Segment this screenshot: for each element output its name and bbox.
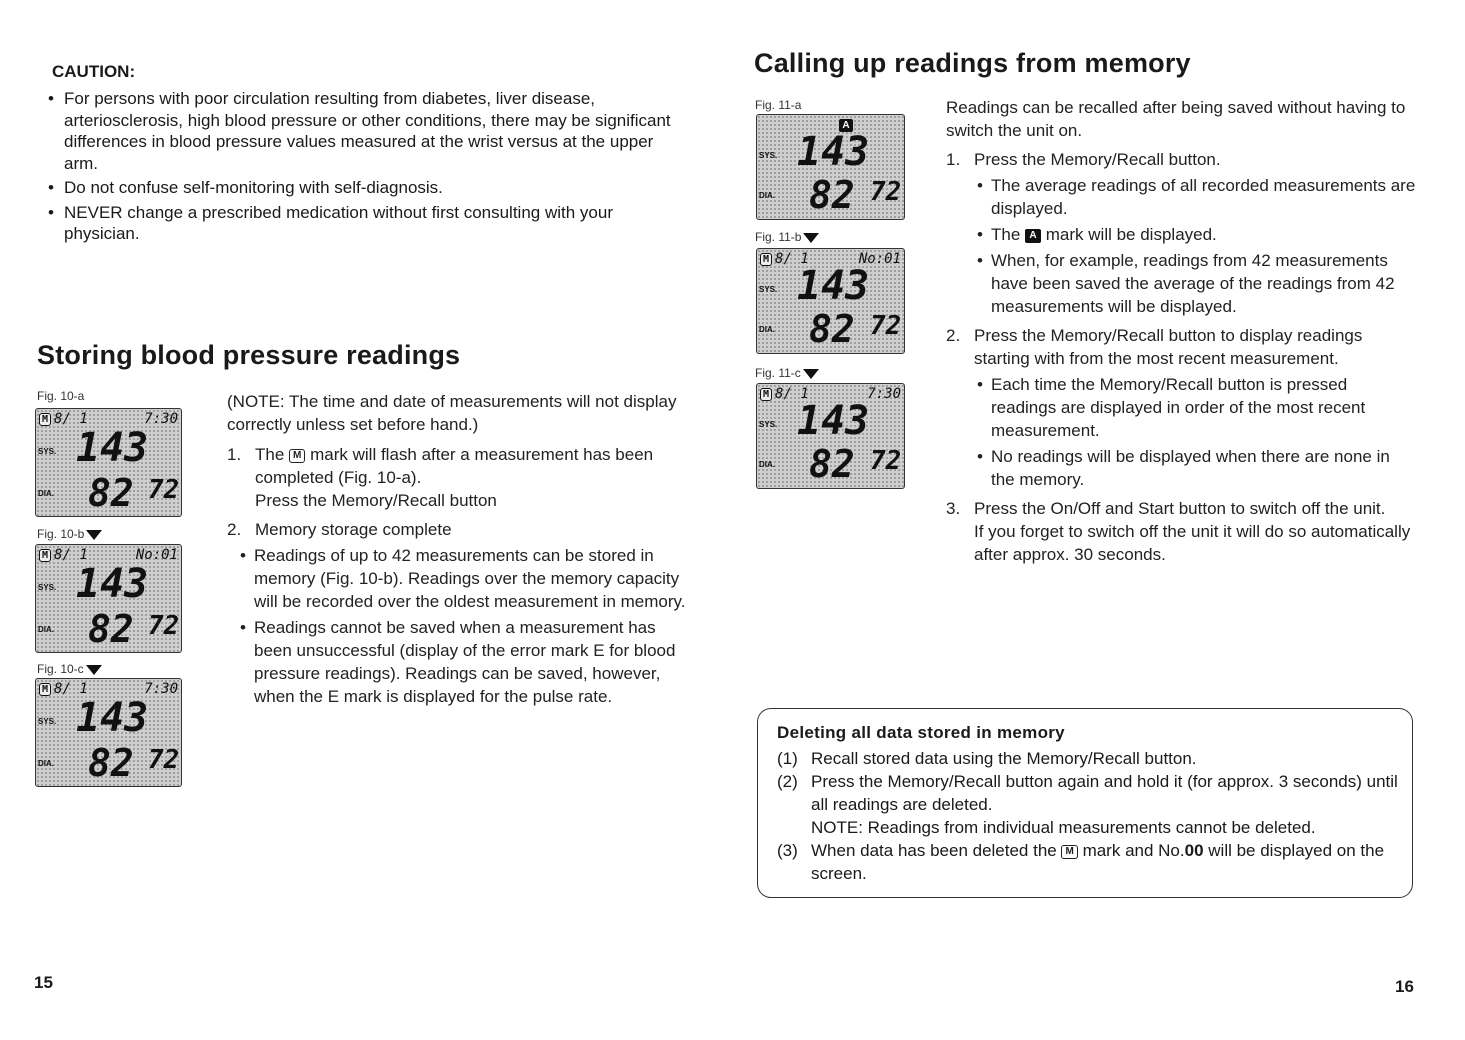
average-mark-icon: A: [1025, 229, 1041, 243]
bullet-item: • Readings of up to 42 measurements can be stored in memory (Fig. 10-b). Readings over the memory capacity will be recorded over the oldest measurement in memory.: [237, 544, 689, 613]
lcd-display: [756, 248, 905, 354]
deleting-title: Deleting all data stored in memory: [777, 723, 1065, 742]
lcd-sys-label: SYS.: [759, 420, 778, 429]
lcd-sys-label: SYS.: [38, 447, 57, 456]
list-item: 1. Press the Memory/Recall button. • The average readings of all recorded measurements are displayed. • The A mark will be displayed. • When, for example, readings from 42 measurements have been saved the average of the readings from 42 measurements will be displayed.: [946, 148, 1416, 318]
fig-label: Fig. 10-b: [37, 527, 102, 541]
lcd-dia-label: DIA.: [38, 759, 54, 768]
lcd-display: [756, 383, 905, 489]
lcd-pulse: 72: [870, 446, 902, 476]
lcd-time: 7:30: [144, 681, 178, 697]
memory-mark-icon: M: [760, 253, 772, 266]
bullet-item: • The average readings of all recorded measurements are displayed.: [974, 174, 1416, 220]
lcd-sys-label: SYS.: [759, 285, 778, 294]
lcd-systolic: 143: [797, 263, 870, 309]
lcd-pulse: 72: [148, 611, 180, 641]
list-item: 3. Press the On/Off and Start button to switch off the unit. If you forget to switch off the unit it will do so automatically after approx. 30 seconds.: [946, 499, 1411, 564]
caution-item: • For persons with poor circulation resulting from diabetes, liver disease, arteriosclerosis, high blood pressure or other conditions, there may be significant differences in blood pressure values measured at the wrist versus at the upper arm.: [48, 88, 673, 174]
fig-label: Fig. 11-c: [755, 366, 819, 380]
lcd-dia-label: DIA.: [759, 325, 775, 334]
calling-heading: Calling up readings from memory: [754, 48, 1191, 78]
lcd-dia-label: DIA.: [759, 191, 775, 200]
bullet-item: • When, for example, readings from 42 measurements have been saved the average of the readings from 42 measurements will be displayed.: [974, 249, 1416, 318]
memory-mark-icon: M: [39, 683, 51, 696]
list-item: (3) When data has been deleted the M mark and No.00 will be displayed on the screen.: [777, 841, 1385, 883]
lcd-display: [35, 408, 182, 517]
lcd-systolic: 143: [797, 398, 870, 444]
memory-mark-icon: M: [39, 549, 51, 562]
lcd-pulse: 72: [870, 311, 902, 341]
lcd-diastolic: 82: [88, 471, 134, 515]
calling-body: [946, 96, 1416, 566]
lcd-sys-label: SYS.: [38, 717, 57, 726]
list-item: 1. The M mark will flash after a measurement has been completed (Fig. 10-a). Press the Memory/Recall button: [227, 445, 654, 510]
lcd-systolic: 143: [76, 561, 149, 607]
lcd-dia-label: DIA.: [38, 489, 54, 498]
memory-mark-icon: M: [39, 413, 51, 426]
lcd-memory-number: No:01: [858, 251, 901, 267]
memory-mark-icon: M: [760, 388, 772, 401]
caution-item: • NEVER change a prescribed medication without first consulting with your physician.: [48, 202, 673, 245]
page-number-right: 16: [1395, 977, 1414, 996]
lcd-sys-label: SYS.: [38, 583, 57, 592]
lcd-pulse: 72: [870, 177, 902, 207]
page-number-left: 15: [34, 973, 53, 992]
fig-label: Fig. 10-c: [37, 662, 102, 676]
lcd-diastolic: 82: [809, 442, 855, 486]
fig-label: Fig. 11-b: [755, 230, 819, 244]
fig-label: Fig. 10-a: [37, 389, 85, 403]
lcd-diastolic: 82: [809, 173, 855, 217]
lcd-diastolic: 82: [88, 741, 134, 785]
average-mark-icon: A: [839, 119, 853, 132]
fig-label: Fig. 11-a: [755, 98, 802, 112]
lcd-dia-label: DIA.: [759, 460, 775, 469]
lcd-display: [756, 114, 905, 220]
storing-note: (NOTE: The time and date of measurements will not display correctly unless set before hand.): [227, 392, 677, 434]
bullet-item: • No readings will be displayed when there are none in the memory.: [974, 445, 1416, 491]
lcd-time: 7:30: [867, 386, 901, 402]
lcd-date: 8/ 1: [54, 547, 88, 563]
calling-intro: Readings can be recalled after being saved without having to switch the unit on.: [946, 98, 1406, 140]
caution-list: [48, 88, 673, 248]
down-arrow-icon: [86, 530, 102, 540]
list-item: 2. Press the Memory/Recall button to display readings starting with from the most recent measurement. • Each time the Memory/Recall button is pressed readings are displayed in order of the most recent measurement. • No readings will be displayed when there are none in the memory.: [946, 324, 1416, 491]
lcd-display: [35, 678, 182, 787]
bullet-item: • Each time the Memory/Recall button is pressed readings are displayed in order of the most recent measurement.: [974, 373, 1416, 442]
caution-item: • Do not confuse self-monitoring with self-diagnosis.: [48, 177, 673, 199]
list-item: (1) Recall stored data using the Memory/Recall button.: [777, 749, 1197, 768]
list-item: 2. Memory storage complete • Readings of up to 42 measurements can be stored in memory (Fig. 10-b). Readings over the memory capacity will be recorded over the oldest measurement in memory. • Readings cannot be saved when a measurement has been unsuccessful (display of the error mark E for blood pressure readings). Readings can be saved, however, when the E mark is displayed for the pulse rate.: [227, 518, 689, 708]
lcd-systolic: 143: [76, 695, 149, 741]
lcd-date: 8/ 1: [54, 411, 88, 427]
deleting-box: [757, 708, 1413, 898]
down-arrow-icon: [86, 665, 102, 675]
lcd-systolic: 143: [797, 129, 870, 175]
lcd-dia-label: DIA.: [38, 625, 54, 634]
list-item: (2) Press the Memory/Recall button again and hold it (for approx. 3 seconds) until all readings are deleted. NOTE: Readings from individual measurements cannot be deleted.: [777, 772, 1398, 837]
memory-mark-icon: M: [1061, 845, 1077, 859]
bullet-item: • Readings cannot be saved when a measurement has been unsuccessful (display of the error mark E for blood pressure readings). Readings can be saved, however, when the E mark is displayed for the pulse rate.: [237, 616, 689, 708]
lcd-pulse: 72: [148, 745, 180, 775]
lcd-display: [35, 544, 182, 653]
memory-mark-icon: M: [289, 449, 305, 463]
lcd-date: 8/ 1: [775, 386, 809, 402]
lcd-diastolic: 82: [809, 307, 855, 351]
lcd-time: 7:30: [144, 411, 178, 427]
storing-body: [227, 390, 689, 708]
bullet-item: • The A mark will be displayed.: [974, 223, 1416, 246]
lcd-systolic: 143: [76, 425, 149, 471]
lcd-pulse: 72: [148, 475, 180, 505]
lcd-date: 8/ 1: [775, 251, 809, 267]
lcd-memory-number: No:01: [135, 547, 178, 563]
lcd-date: 8/ 1: [54, 681, 88, 697]
storing-heading: Storing blood pressure readings: [37, 340, 461, 370]
lcd-diastolic: 82: [88, 607, 134, 651]
down-arrow-icon: [803, 369, 819, 379]
down-arrow-icon: [803, 233, 819, 243]
caution-title: CAUTION:: [52, 62, 136, 81]
lcd-sys-label: SYS.: [759, 151, 778, 160]
